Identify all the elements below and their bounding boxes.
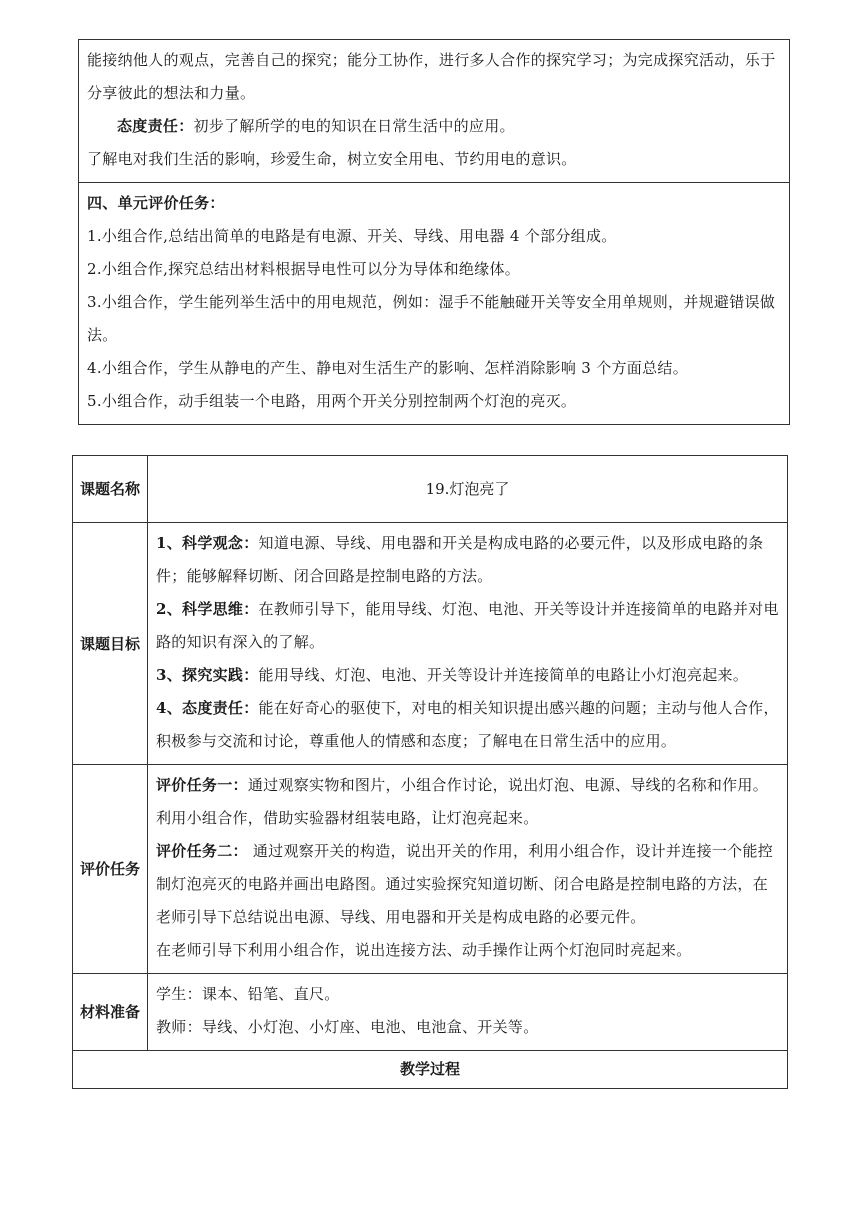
goal-item: [156, 659, 779, 692]
eval-label-cell: 评价任务: [73, 765, 148, 974]
attitude-text: 初步了解所学的电的知识在日常生活中的应用。: [193, 117, 515, 135]
eval-tasks-cell: [148, 765, 788, 974]
goal-text: 在教师引导下，能用导线、灯泡、电池、开关等设计并连接简单的电路并对电路的知识有深入的了解。: [156, 600, 779, 651]
eval-task-label: 评价任务一：: [156, 776, 248, 794]
eval-task-item: [156, 769, 779, 835]
attitude-paragraph: [87, 110, 781, 143]
safety-paragraph: 了解电对我们生活的影响，珍爱生命，树立安全用电、节约用电的意识。: [87, 150, 577, 168]
goal-text: 能用导线、灯泡、电池、开关等设计并连接简单的电路让小灯泡亮起来。: [258, 666, 749, 684]
unit-eval-item: 5.小组合作，动手组装一个电路，用两个开关分别控制两个灯泡的亮灭。: [87, 392, 577, 410]
unit-eval-item: 3.小组合作，学生能列举生活中的用电规范，例如：湿手不能触碰开关等安全用单规则，并规避错误做法。: [87, 293, 776, 344]
lesson-table: [72, 455, 788, 1089]
goal-label: 1、科学观念：: [156, 534, 259, 552]
goal-label-cell: 课题目标: [73, 523, 148, 765]
goal-label: 2、科学思维：: [156, 600, 259, 618]
goal-text: 知道电源、导线、用电器和开关是构成电路的必要元件，以及形成电路的条件；能够解释切断、闭合回路是控制电路的方法。: [156, 534, 764, 585]
materials-cell: [148, 974, 788, 1051]
goals-cell: [148, 523, 788, 765]
title-label-cell: 课题名称: [73, 456, 148, 523]
eval-extra: 在老师引导下利用小组合作，说出连接方法、动手操作让两个灯泡同时亮起来。: [156, 941, 692, 959]
goal-label: 4、态度责任：: [156, 699, 259, 717]
materials-label-cell: 材料准备: [73, 974, 148, 1051]
top-section-table: [78, 39, 790, 425]
collaboration-paragraph: 能接纳他人的观点，完善自己的探究；能分工协作，进行多人合作的探究学习；为完成探究活动，乐于分享彼此的想法和力量。: [87, 51, 776, 102]
goal-label: 3、探究实践：: [156, 666, 259, 684]
goal-item: [156, 692, 779, 758]
goal-item: [156, 527, 779, 593]
goal-text: 能在好奇心的驱使下，对电的相关知识提出感兴趣的问题；主动与他人合作，积极参与交流和讨论，尊重他人的情感和态度；了解电在日常生活中的应用。: [156, 699, 779, 750]
objectives-continuation-cell: [79, 40, 790, 183]
unit-eval-cell: [79, 183, 790, 425]
eval-task-text: 通过观察开关的构造，说出开关的作用，利用小组合作，设计并连接一个能控制灯泡亮灭的电路并画出电路图。通过实验探究知道切断、闭合电路是控制电路的方法，在老师引导下总结说出电源、导线、用电器和开关是构成电路的必要元件。: [156, 842, 774, 926]
teaching-process-heading: 教学过程: [73, 1051, 788, 1089]
lesson-title: 19.灯泡亮了: [148, 456, 788, 523]
unit-eval-item: 2.小组合作,探究总结出材料根据导电性可以分为导体和绝缘体。: [87, 260, 521, 278]
eval-task-item: [156, 835, 779, 934]
materials-teacher: 教师：导线、小灯泡、小灯座、电池、电池盒、开关等。: [156, 1018, 539, 1036]
unit-eval-item: 4.小组合作，学生从静电的产生、静电对生活生产的影响、怎样消除影响 3 个方面总结。: [87, 359, 688, 377]
unit-eval-heading: 四、单元评价任务：: [87, 194, 225, 212]
goal-item: [156, 593, 779, 659]
attitude-label: 态度责任：: [117, 117, 194, 135]
unit-eval-item: 1.小组合作,总结出简单的电路是有电源、开关、导线、用电器 4 个部分组成。: [87, 227, 617, 245]
eval-task-text: 通过观察实物和图片，小组合作讨论，说出灯泡、电源、导线的名称和作用。利用小组合作，借助实验器材组装电路，让灯泡亮起来。: [156, 776, 769, 827]
materials-student: 学生：课本、铅笔、直尺。: [156, 985, 340, 1003]
eval-task-label: 评价任务二：: [156, 842, 248, 860]
